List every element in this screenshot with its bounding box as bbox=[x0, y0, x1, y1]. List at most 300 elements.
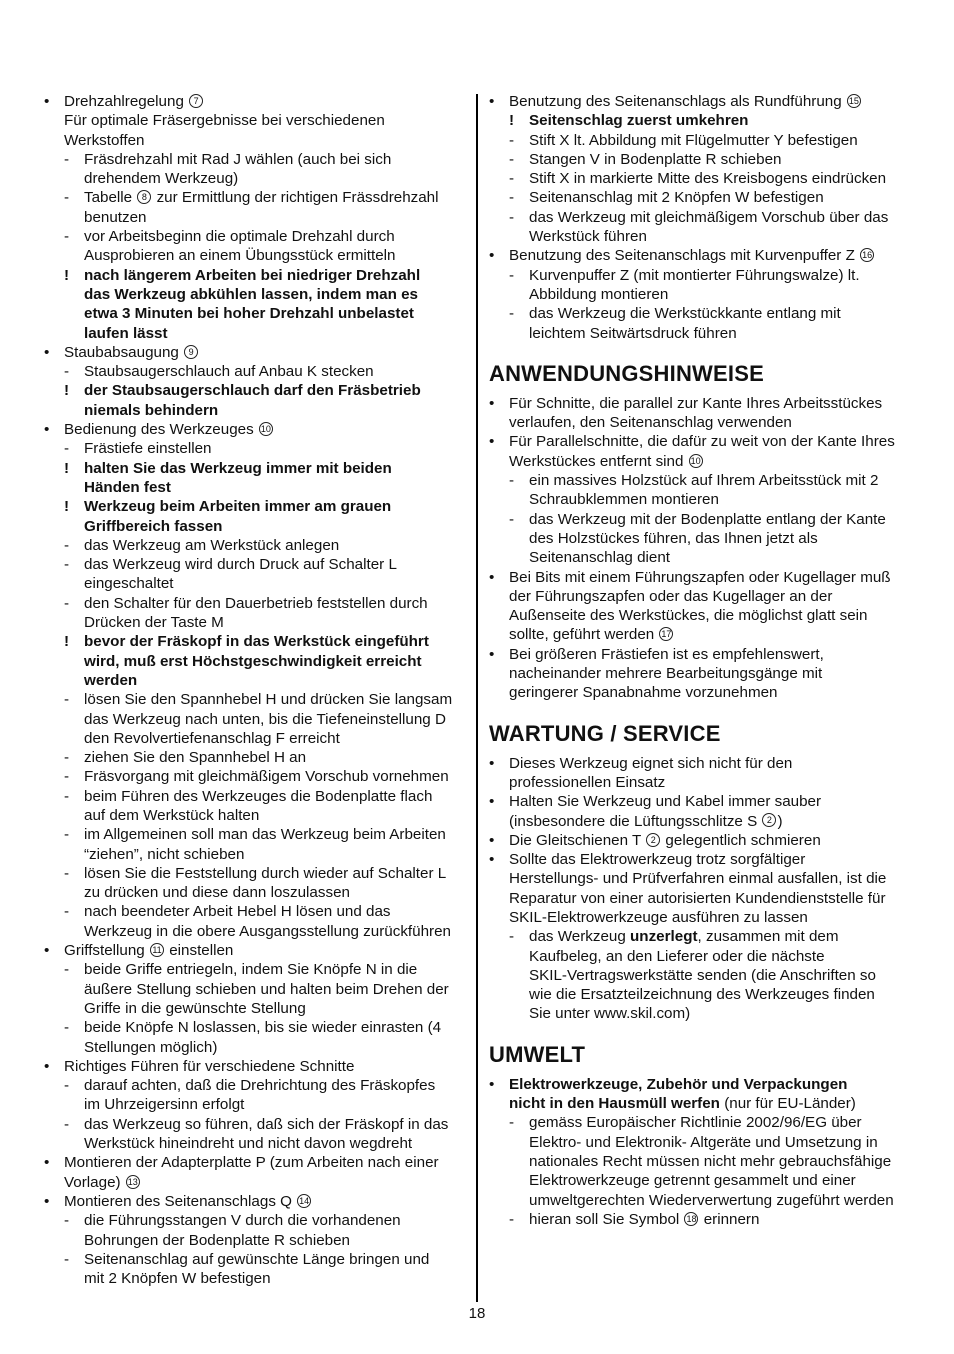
text-run: Drehzahlregelung bbox=[64, 93, 189, 110]
text-run: Reparatur von einer autorisierten Kundendienststelle für bbox=[509, 889, 886, 907]
bullet-marker: • bbox=[44, 1057, 50, 1075]
bullet-marker: • bbox=[489, 93, 495, 110]
text-line bbox=[44, 1173, 468, 1192]
text-line bbox=[489, 548, 909, 567]
section-heading: ANWENDUNGSHINWEISE bbox=[489, 360, 764, 386]
text-line bbox=[44, 1250, 468, 1269]
text-run: Für Parallelschnitte, die dafür zu weit von der Kante Ihres bbox=[509, 433, 895, 451]
text-run: Elektro- und Elektronik- Altgeräte und Umsetzung in bbox=[529, 1133, 878, 1151]
dash-marker: - bbox=[64, 1250, 70, 1268]
text-line bbox=[489, 908, 909, 927]
bullet-marker: • bbox=[44, 421, 50, 439]
dash-marker: - bbox=[509, 305, 515, 323]
text-line bbox=[489, 227, 909, 246]
text-run: zu drücken und diese dann loszulassen bbox=[84, 884, 350, 902]
dash-marker: - bbox=[64, 228, 70, 246]
text-line bbox=[44, 246, 468, 265]
bullet-marker: • bbox=[489, 793, 495, 811]
text-line bbox=[489, 568, 909, 587]
text-run: etwa 3 Minuten bei hoher Drehzahl unbelastet bbox=[84, 305, 414, 323]
text-line bbox=[489, 1094, 909, 1113]
bullet-marker: • bbox=[489, 754, 495, 772]
text-run: Staubsaugerschlauch auf Anbau K stecken bbox=[84, 363, 374, 381]
text-line bbox=[489, 831, 909, 850]
text-line bbox=[44, 1057, 468, 1076]
text-run: mit 2 Knöpfen W befestigen bbox=[84, 1270, 271, 1288]
text-line bbox=[44, 729, 468, 748]
text-line bbox=[44, 1211, 468, 1230]
text-line bbox=[44, 324, 468, 343]
text-line bbox=[489, 966, 909, 985]
text-line bbox=[44, 1192, 468, 1211]
text-run: geringerer Spanabnahme vorzunehmen bbox=[509, 684, 778, 702]
text-run: das Werkzeug die Werkstückkante entlang mit bbox=[529, 305, 841, 323]
text-line bbox=[489, 606, 909, 625]
text-line bbox=[489, 304, 909, 323]
text-line bbox=[44, 574, 468, 593]
text-run: Herstellungs- und Prüfverfahren einmal ausfallen, ist die bbox=[509, 870, 887, 888]
bullet-marker: • bbox=[489, 394, 495, 412]
text-line bbox=[489, 169, 909, 188]
text-run: Werkzeug in die obere Ausgangsstellung zurückführen bbox=[84, 922, 451, 940]
text-run: Seitenanschlag dient bbox=[529, 549, 671, 567]
figure-reference: 7 bbox=[189, 94, 203, 108]
text-line bbox=[489, 208, 909, 227]
text-line bbox=[44, 710, 468, 729]
text-line bbox=[44, 613, 468, 632]
text-line bbox=[44, 459, 468, 478]
text-line bbox=[44, 845, 468, 864]
dash-marker: - bbox=[64, 864, 70, 882]
text-run: Drücken der Taste M bbox=[84, 614, 224, 632]
text-run: Werkstück führen bbox=[529, 228, 647, 246]
text-run: leichtem Seitwärtsdruck führen bbox=[529, 324, 737, 342]
text-line bbox=[489, 111, 909, 130]
text-run: vor Arbeitsbeginn die optimale Drehzahl durch bbox=[84, 228, 395, 246]
text-line bbox=[44, 594, 468, 613]
warning-marker: ! bbox=[64, 498, 70, 516]
text-run: Sie unter www.skil.com) bbox=[529, 1005, 691, 1023]
text-line bbox=[44, 266, 468, 285]
dash-marker: - bbox=[64, 440, 70, 458]
text-run: das Werkzeug wird durch Druck auf Schalter L bbox=[84, 556, 397, 574]
dash-marker: - bbox=[509, 510, 515, 528]
text-line bbox=[489, 188, 909, 207]
text-line bbox=[44, 999, 468, 1018]
text-line bbox=[489, 1004, 909, 1023]
dash-marker: - bbox=[64, 749, 70, 767]
page-number: 18 bbox=[468, 1305, 486, 1322]
text-line bbox=[489, 131, 909, 150]
text-run: SKIL-Elektrowerkzeuge ausführen zu lassen bbox=[509, 908, 808, 926]
figure-reference: 15 bbox=[848, 95, 859, 106]
text-line bbox=[489, 889, 909, 908]
right-column bbox=[489, 92, 909, 1229]
text-run: äußere Stellung schieben und halten beim Drehen der bbox=[84, 980, 449, 998]
text-line bbox=[489, 754, 909, 773]
text-run: Griffe in die gewünschte Stellung bbox=[84, 999, 306, 1017]
text-run: eingeschaltet bbox=[84, 575, 174, 593]
text-line bbox=[44, 767, 468, 786]
text-run: das Werkzeug am Werkstück anlegen bbox=[84, 536, 340, 554]
text-run: niemals behindern bbox=[84, 401, 219, 419]
text-line bbox=[44, 208, 468, 227]
text-line bbox=[489, 1171, 909, 1190]
text-line bbox=[44, 1095, 468, 1114]
text-run: beim Führen des Werkzeuges die Bodenplatte flach bbox=[84, 787, 433, 805]
text-line bbox=[489, 985, 909, 1004]
dash-marker: - bbox=[64, 1019, 70, 1037]
text-run: Bohrungen der Bodenplatte R schieben bbox=[84, 1231, 350, 1249]
bullet-marker: • bbox=[489, 568, 495, 586]
text-run: Bei Bits mit einem Führungszapfen oder Kugellager muß bbox=[509, 568, 891, 586]
text-run: Werkstück hineindreht und nicht davon wegdreht bbox=[84, 1135, 413, 1153]
text-run: Richtiges Führen für verschiedene Schnitte bbox=[64, 1057, 355, 1075]
text-line bbox=[489, 285, 909, 304]
text-run: einstellen bbox=[164, 942, 234, 960]
text-run: benutzen bbox=[84, 208, 147, 226]
dash-marker: - bbox=[64, 768, 70, 786]
text-run: ziehen Sie den Spannhebel H an bbox=[84, 749, 307, 767]
text-run: Für optimale Fräsergebnisse bei verschiedenen bbox=[64, 112, 385, 130]
text-line bbox=[489, 432, 909, 451]
warning-marker: ! bbox=[64, 382, 70, 400]
text-run: Stangen V in Bodenplatte R schieben bbox=[529, 150, 782, 168]
text-line bbox=[44, 652, 468, 671]
text-line bbox=[44, 362, 468, 381]
text-line bbox=[44, 131, 468, 150]
text-run: das Werkzeug abkühlen lassen, indem man es bbox=[84, 285, 418, 303]
text-run: wird, muß erst Höchstgeschwindigkeit erreicht bbox=[84, 652, 422, 670]
dash-marker: - bbox=[64, 363, 70, 381]
bullet-marker: • bbox=[489, 831, 495, 849]
text-line bbox=[489, 266, 909, 285]
figure-reference: 2 bbox=[762, 813, 776, 827]
figure-reference: 17 bbox=[661, 629, 672, 640]
text-run: gemäss Europäischer Richtlinie 2002/96/EG über bbox=[529, 1114, 862, 1132]
text-line bbox=[44, 478, 468, 497]
figure-reference: 18 bbox=[686, 1213, 697, 1224]
text-line bbox=[489, 664, 909, 683]
text-line bbox=[489, 413, 909, 432]
text-line bbox=[489, 452, 909, 471]
text-run: gelegentlich schmieren bbox=[661, 831, 821, 849]
text-line bbox=[44, 671, 468, 690]
warning-marker: ! bbox=[64, 633, 70, 651]
text-run: Benutzung des Seitenanschlags als Rundführung bbox=[509, 93, 846, 110]
text-line bbox=[44, 401, 468, 420]
left-column bbox=[44, 92, 468, 1288]
text-run: beide Knöpfe N loslassen, bis sie wieder einrasten (4 bbox=[84, 1019, 442, 1037]
text-line bbox=[489, 625, 909, 644]
text-run: Werkstückes entfernt sind bbox=[509, 452, 688, 470]
text-line bbox=[44, 555, 468, 574]
text-line bbox=[44, 92, 468, 111]
text-run: Außenseite des Werkstückes, die möglichst glatt sein bbox=[509, 607, 868, 625]
dash-marker: - bbox=[509, 266, 515, 284]
text-line bbox=[44, 285, 468, 304]
text-run: Die Gleitschienen T bbox=[509, 831, 646, 849]
text-run: Seitenanschlag auf gewünschte Länge bringen und bbox=[84, 1250, 430, 1268]
figure-reference: 10 bbox=[690, 455, 701, 466]
text-run: ein massives Holzstück auf Ihrem Arbeitsstück mit 2 bbox=[529, 472, 879, 490]
dash-marker: - bbox=[64, 1212, 70, 1230]
text-run: nach beendeter Arbeit Hebel H lösen und das bbox=[84, 903, 391, 921]
dash-marker: - bbox=[64, 961, 70, 979]
text-run: Elektrowerkzeuge getrennt gesammelt und einer bbox=[529, 1172, 856, 1190]
text-run: Werkzeug beim Arbeiten immer am grauen bbox=[84, 498, 392, 516]
bullet-marker: • bbox=[44, 942, 50, 960]
text-run: Ausprobieren an einem Übungsstück ermitteln bbox=[84, 247, 396, 265]
text-run: Frästiefe einstellen bbox=[84, 440, 212, 458]
text-line bbox=[44, 381, 468, 400]
text-run: Staubabsaugung bbox=[64, 343, 184, 361]
text-line bbox=[44, 1115, 468, 1134]
text-run: Montieren der Adapterplatte P (zum Arbeiten nach einer bbox=[64, 1154, 439, 1172]
figure-reference: 8 bbox=[137, 190, 151, 204]
text-run: Schraubklemmen montieren bbox=[529, 491, 719, 509]
text-run: lösen Sie den Spannhebel H und drücken Sie langsam bbox=[84, 691, 453, 709]
bullet-marker: • bbox=[44, 343, 50, 361]
text-line bbox=[44, 690, 468, 709]
text-run: Werkstoffen bbox=[64, 131, 145, 149]
text-line bbox=[44, 1076, 468, 1095]
text-run: die Führungsstangen V durch die vorhandenen bbox=[84, 1212, 401, 1230]
text-run: beide Griffe entriegeln, indem Sie Knöpfe N in die bbox=[84, 961, 418, 979]
text-line bbox=[44, 1018, 468, 1037]
text-run: Händen fest bbox=[84, 478, 171, 496]
text-run: nicht in den Hausmüll werfen bbox=[509, 1095, 720, 1113]
text-run: Seitenanschlag mit 2 Knöpfen W befestigen bbox=[529, 189, 824, 207]
text-line bbox=[44, 922, 468, 941]
text-line bbox=[44, 188, 468, 207]
text-run: den Schalter für den Dauerbetrieb feststellen durch bbox=[84, 594, 428, 612]
text-run: verlaufen, den Seitenanschlag verwenden bbox=[509, 414, 792, 432]
text-run: (nur für EU-Länder) bbox=[719, 1095, 856, 1113]
dash-marker: - bbox=[509, 131, 515, 149]
text-run: das Werkzeug mit der Bodenplatte entlang der Kante bbox=[529, 510, 886, 528]
text-line bbox=[489, 1133, 909, 1152]
text-run: Fräsdrehzahl mit Rad J wählen (auch bei sich bbox=[84, 150, 392, 168]
dash-marker: - bbox=[64, 1115, 70, 1133]
text-run: das Werkzeug so führen, daß sich der Fräskopf in das bbox=[84, 1115, 449, 1133]
dash-marker: - bbox=[64, 1077, 70, 1095]
text-run: Fräsvorgang mit gleichmäßigem Vorschub vornehmen bbox=[84, 768, 449, 786]
text-line bbox=[44, 980, 468, 999]
text-line bbox=[44, 825, 468, 844]
text-line bbox=[489, 324, 909, 343]
text-run: das Werkzeug nach unten, bis die Tiefeneinstellung D bbox=[84, 710, 446, 728]
text-line bbox=[44, 864, 468, 883]
text-line bbox=[44, 420, 468, 439]
figure-reference: 11 bbox=[150, 943, 164, 957]
text-run: Elektrowerkzeuge, Zubehör und Verpackungen bbox=[509, 1075, 848, 1093]
text-line bbox=[44, 497, 468, 516]
text-line bbox=[489, 1113, 909, 1132]
text-line bbox=[44, 1231, 468, 1250]
text-run: Dieses Werkzeug eignet sich nicht für den bbox=[509, 754, 793, 772]
section-heading: WARTUNG / SERVICE bbox=[489, 720, 721, 746]
text-line bbox=[489, 1075, 909, 1094]
text-line bbox=[44, 150, 468, 169]
text-line bbox=[489, 510, 909, 529]
text-run: den Revolvertiefenanschlag F erreicht bbox=[84, 729, 340, 747]
text-run: hieran soll Sie Symbol bbox=[529, 1210, 684, 1228]
dash-marker: - bbox=[509, 928, 515, 946]
text-line bbox=[44, 748, 468, 767]
dash-marker: - bbox=[64, 594, 70, 612]
text-line bbox=[44, 902, 468, 921]
text-run: werden bbox=[84, 671, 138, 689]
text-run: der Führungszapfen oder das Kugellager an der bbox=[509, 587, 833, 605]
text-run: SKIL-Vertragswerkstätte senden (die Anschriften so bbox=[529, 966, 876, 984]
text-line bbox=[489, 812, 909, 831]
text-run: sollte, geführt werden bbox=[509, 626, 659, 644]
dash-marker: - bbox=[509, 170, 515, 188]
text-run: drehendem Werkzeug) bbox=[84, 170, 239, 188]
text-line bbox=[489, 471, 909, 490]
text-run: Stellungen möglich) bbox=[84, 1038, 218, 1056]
dash-marker: - bbox=[64, 189, 70, 207]
dash-marker: - bbox=[64, 787, 70, 805]
warning-marker: ! bbox=[509, 112, 515, 130]
text-line bbox=[44, 1038, 468, 1057]
warning-marker: ! bbox=[64, 459, 70, 477]
text-line bbox=[44, 536, 468, 555]
text-run: des Holzstückes führen, das Ihnen jetzt als bbox=[529, 529, 818, 547]
column-divider bbox=[476, 94, 478, 1302]
text-line bbox=[489, 927, 909, 946]
text-run: wie die Ersatzteilzeichnung des Werkzeuges finden bbox=[529, 986, 875, 1004]
dash-marker: - bbox=[509, 472, 515, 490]
text-run: Tabelle bbox=[84, 189, 137, 207]
text-run: Griffbereich fassen bbox=[84, 517, 223, 535]
text-run: professionellen Einsatz bbox=[509, 773, 666, 791]
figure-reference: 13 bbox=[127, 1176, 138, 1187]
text-line bbox=[489, 394, 909, 413]
text-line bbox=[44, 941, 468, 960]
text-line bbox=[489, 92, 909, 111]
text-run: erinnern bbox=[699, 1210, 760, 1228]
text-run: nacheinander mehrere Bearbeitungsgänge mit bbox=[509, 665, 823, 683]
text-run: das Werkzeug bbox=[529, 928, 631, 946]
figure-reference: 14 bbox=[299, 1195, 310, 1206]
text-line bbox=[44, 883, 468, 902]
bullet-marker: • bbox=[44, 1154, 50, 1172]
text-run: nationales Recht müssen nicht mehr gebrauchsfähige bbox=[529, 1152, 892, 1170]
text-line bbox=[489, 490, 909, 509]
text-run: Vorlage) bbox=[64, 1173, 125, 1191]
text-line bbox=[489, 792, 909, 811]
text-run: Bei größeren Frästiefen ist es empfehlenswert, bbox=[509, 645, 824, 663]
text-line bbox=[44, 1269, 468, 1288]
dash-marker: - bbox=[64, 826, 70, 844]
text-run: Abbildung montieren bbox=[529, 285, 669, 303]
text-line bbox=[489, 150, 909, 169]
dash-marker: - bbox=[64, 691, 70, 709]
section-heading: UMWELT bbox=[489, 1041, 586, 1067]
text-run: Stift X lt. Abbildung mit Flügelmutter Y befestigen bbox=[529, 131, 858, 149]
dash-marker: - bbox=[64, 556, 70, 574]
text-run: unzerlegt bbox=[630, 928, 698, 946]
text-line bbox=[489, 529, 909, 548]
text-run: Für Schnitte, die parallel zur Kante Ihres Arbeitsstückes bbox=[509, 394, 883, 412]
text-run: im Uhrzeigersinn erfolgt bbox=[84, 1096, 245, 1114]
text-run: Kurvenpuffer Z (mit montierter Führungswalze) lt. bbox=[529, 266, 860, 284]
text-line bbox=[489, 645, 909, 664]
figure-reference: 10 bbox=[260, 424, 271, 435]
text-line bbox=[489, 1210, 909, 1229]
text-line bbox=[489, 947, 909, 966]
dash-marker: - bbox=[509, 150, 515, 168]
text-run: umweltgerechten Wiederverwertung zugeführt werden bbox=[529, 1191, 894, 1209]
text-line bbox=[489, 850, 909, 869]
dash-marker: - bbox=[64, 150, 70, 168]
text-run: Kaufbeleg, an den Lieferer oder die nächste bbox=[529, 947, 825, 965]
text-run: auf dem Werkstück halten bbox=[84, 806, 260, 824]
text-line bbox=[489, 1152, 909, 1171]
text-line bbox=[44, 227, 468, 246]
figure-reference: 2 bbox=[646, 833, 660, 847]
dash-marker: - bbox=[64, 903, 70, 921]
text-run: , zusammen mit dem bbox=[697, 928, 839, 946]
dash-marker: - bbox=[509, 208, 515, 226]
text-run: laufen lässt bbox=[84, 324, 168, 342]
warning-marker: ! bbox=[64, 266, 70, 284]
text-run: Bedienung des Werkzeuges bbox=[64, 421, 258, 439]
text-run: Montieren des Seitenanschlags Q bbox=[64, 1192, 297, 1210]
text-line bbox=[44, 169, 468, 188]
text-run: “ziehen”, nicht schieben bbox=[84, 845, 245, 863]
text-run: ) bbox=[777, 812, 783, 830]
figure-reference: 16 bbox=[862, 250, 873, 261]
text-run: Benutzung des Seitenanschlags mit Kurvenpuffer Z bbox=[509, 247, 860, 265]
text-line bbox=[489, 1191, 909, 1210]
text-line bbox=[44, 304, 468, 323]
text-run: lösen Sie die Feststellung durch wieder auf Schalter L bbox=[84, 864, 447, 882]
text-line bbox=[489, 683, 909, 702]
dash-marker: - bbox=[64, 536, 70, 554]
text-run: Griffstellung bbox=[64, 942, 149, 960]
text-line bbox=[489, 246, 909, 265]
text-run: zur Ermittlung der richtigen Frässdrehzahl bbox=[152, 189, 439, 207]
dash-marker: - bbox=[509, 189, 515, 207]
text-run: der Staubsaugerschlauch darf den Fräsbetrieb bbox=[84, 382, 421, 400]
text-line bbox=[489, 869, 909, 888]
text-run: bevor der Fräskopf in das Werkstück eingeführt bbox=[84, 633, 429, 651]
text-line bbox=[44, 1153, 468, 1172]
text-line bbox=[44, 787, 468, 806]
dash-marker: - bbox=[509, 1114, 515, 1132]
text-run: Seitenschlag zuerst umkehren bbox=[529, 112, 749, 130]
text-run: nach längerem Arbeiten bei niedriger Drehzahl bbox=[84, 266, 421, 284]
text-line bbox=[44, 1134, 468, 1153]
bullet-marker: • bbox=[489, 851, 495, 869]
text-run: darauf achten, daß die Drehrichtung des Fräskopfes bbox=[84, 1077, 436, 1095]
text-run: halten Sie das Werkzeug immer mit beiden bbox=[84, 459, 392, 477]
text-run: im Allgemeinen soll man das Werkzeug beim Arbeiten bbox=[84, 826, 446, 844]
bullet-marker: • bbox=[489, 1075, 495, 1093]
text-line bbox=[44, 111, 468, 130]
bullet-marker: • bbox=[489, 645, 495, 663]
bullet-marker: • bbox=[489, 247, 495, 265]
text-line bbox=[44, 517, 468, 536]
text-run: (insbesondere die Lüftungsschlitze S bbox=[509, 812, 762, 830]
bullet-marker: • bbox=[44, 93, 50, 110]
text-run: Stift X in markierte Mitte des Kreisbogens eindrücken bbox=[529, 170, 887, 188]
text-line bbox=[44, 632, 468, 651]
text-line bbox=[44, 960, 468, 979]
